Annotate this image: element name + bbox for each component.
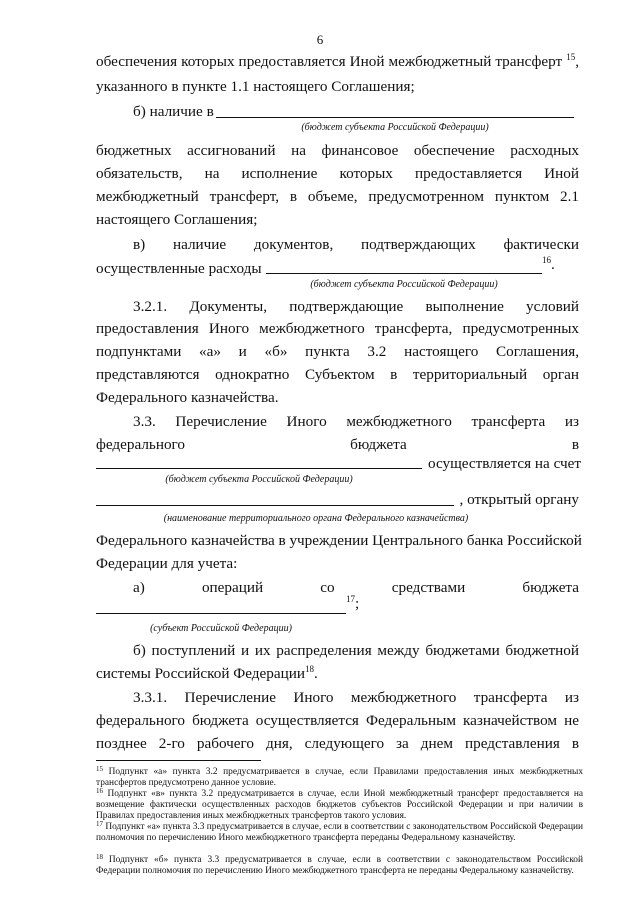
- footnote-text: Подпункт «а» пункта 3.3 предусматривается в случае, если в соответствии с законодательством Российской Федерации полномочия по перечислению Иного межбюджетного трансферта переданы Федеральному казначейству.: [96, 822, 583, 843]
- text-line: 3.2.1. Документы, подтверждающие выполнение условий: [133, 298, 579, 315]
- field-caption: (наименование территориального органа Федерального казначейства): [163, 513, 469, 524]
- text-line: федерального бюджета в: [96, 436, 579, 453]
- footnote-text: Подпункт «в» пункта 3.2 предусматривается в случае, если Иной межбюджетный трансферт предоставляется на возмещение фактически осуществленных расходов бюджетов субъектов Российской Федерации и при наличии в Правилах предоставления иных межбюджетных трансфертов такого условия.: [96, 789, 583, 821]
- text-line: подпунктами «а» и «б» пункта 3.2 настоящего Соглашения,: [96, 343, 579, 360]
- footnote: [96, 789, 583, 822]
- footnote-number: 15: [96, 765, 103, 773]
- text-line: представляются однократно Субъектом в территориальный орган: [96, 366, 579, 383]
- text-line: позднее 2-го рабочего дня, следующего за днем представления в: [96, 735, 579, 752]
- text-line: Федерации для учета:: [96, 555, 238, 572]
- text-line: бюджетных ассигнований на финансовое обеспечение расходных: [96, 142, 579, 159]
- footnote: [96, 767, 583, 789]
- footnote-separator: [96, 760, 261, 761]
- blank-field-line: [96, 505, 454, 506]
- field-caption: (бюджет субъекта Российской Федерации): [165, 474, 353, 485]
- text-span: б) наличие в: [133, 103, 214, 120]
- text-span: ,: [575, 53, 579, 70]
- footnote-text: Подпункт «б» пункта 3.3 предусматривается в случае, если в соответствии с законодательством Российской Федерации полномочия по перечислению Иного межбюджетного трансферта не переданы Федеральному казначейству.: [96, 855, 584, 876]
- blank-field-line: [216, 117, 574, 118]
- field-caption: (субъект Российской Федерации): [150, 623, 292, 634]
- blank-field-line: [96, 468, 422, 469]
- footnote-ref: 18: [304, 664, 314, 674]
- footnote-text: Подпункт «а» пункта 3.2 предусматривается в случае, если Правилами предоставления иных межбюджетных трансфертов предусмотрено данное условие.: [96, 767, 584, 788]
- text-line: в) наличие документов, подтверждающих фактически: [133, 236, 579, 253]
- text-line: Федерального казначейства в учреждении Центрального банка Российской: [96, 532, 582, 549]
- text-span: осуществленные расходы: [96, 260, 262, 277]
- text-span: обеспечения которых предоставляется Иной межбюджетный трансферт: [96, 53, 563, 70]
- text-line: а) операций со средствами бюджета: [133, 579, 579, 596]
- text-line: межбюджетный трансферт, в объеме, предусмотренном пунктом 2.1: [96, 188, 579, 205]
- text-line: Федерального казначейства.: [96, 389, 279, 406]
- text-line: [346, 594, 359, 614]
- text-span: .: [313, 665, 318, 682]
- text-line: б) поступлений и их распределения между бюджетами бюджетной: [133, 642, 579, 659]
- footnote-number: 18: [96, 853, 103, 861]
- text-line: предоставления Иного межбюджетного трансферта, предусмотренных: [96, 320, 579, 337]
- footnote: [96, 855, 583, 877]
- text-line: [96, 259, 579, 279]
- footnote-number: 16: [96, 787, 103, 795]
- text-line: указанного в пункте 1.1 настоящего Соглашения;: [96, 78, 415, 95]
- text-span: системы Российской Федерации: [96, 665, 305, 682]
- text-line: [96, 52, 579, 72]
- text-line: [133, 102, 579, 122]
- field-caption: (бюджет субъекта Российской Федерации): [310, 279, 498, 290]
- footnote-ref: 15: [566, 52, 576, 62]
- blank-field-line: [96, 613, 346, 614]
- footnote-ref: 16: [542, 255, 551, 265]
- text-line: , открытый органу: [459, 491, 579, 508]
- footnote-ref: 17: [346, 594, 355, 604]
- text-span: .: [551, 256, 555, 273]
- text-line: [542, 255, 555, 275]
- text-line: 3.3. Перечисление Иного межбюджетного трансферта из: [133, 413, 579, 430]
- footnote-number: 17: [96, 820, 103, 828]
- footnote: [96, 822, 583, 844]
- text-line: федерального бюджета осуществляется Федеральным казначейством не: [96, 712, 579, 729]
- blank-field-line: [266, 273, 542, 274]
- page-number: 6: [316, 32, 324, 47]
- text-span: ;: [355, 595, 360, 612]
- field-caption: (бюджет субъекта Российской Федерации): [301, 122, 489, 133]
- text-line: осуществляется на счет: [428, 455, 582, 472]
- text-line: 3.3.1. Перечисление Иного межбюджетного трансферта из: [133, 689, 579, 706]
- text-line: обязательств, на исполнение которых предоставляется Иной: [96, 165, 579, 182]
- text-line: настоящего Соглашения;: [96, 211, 258, 228]
- text-line: [96, 664, 579, 684]
